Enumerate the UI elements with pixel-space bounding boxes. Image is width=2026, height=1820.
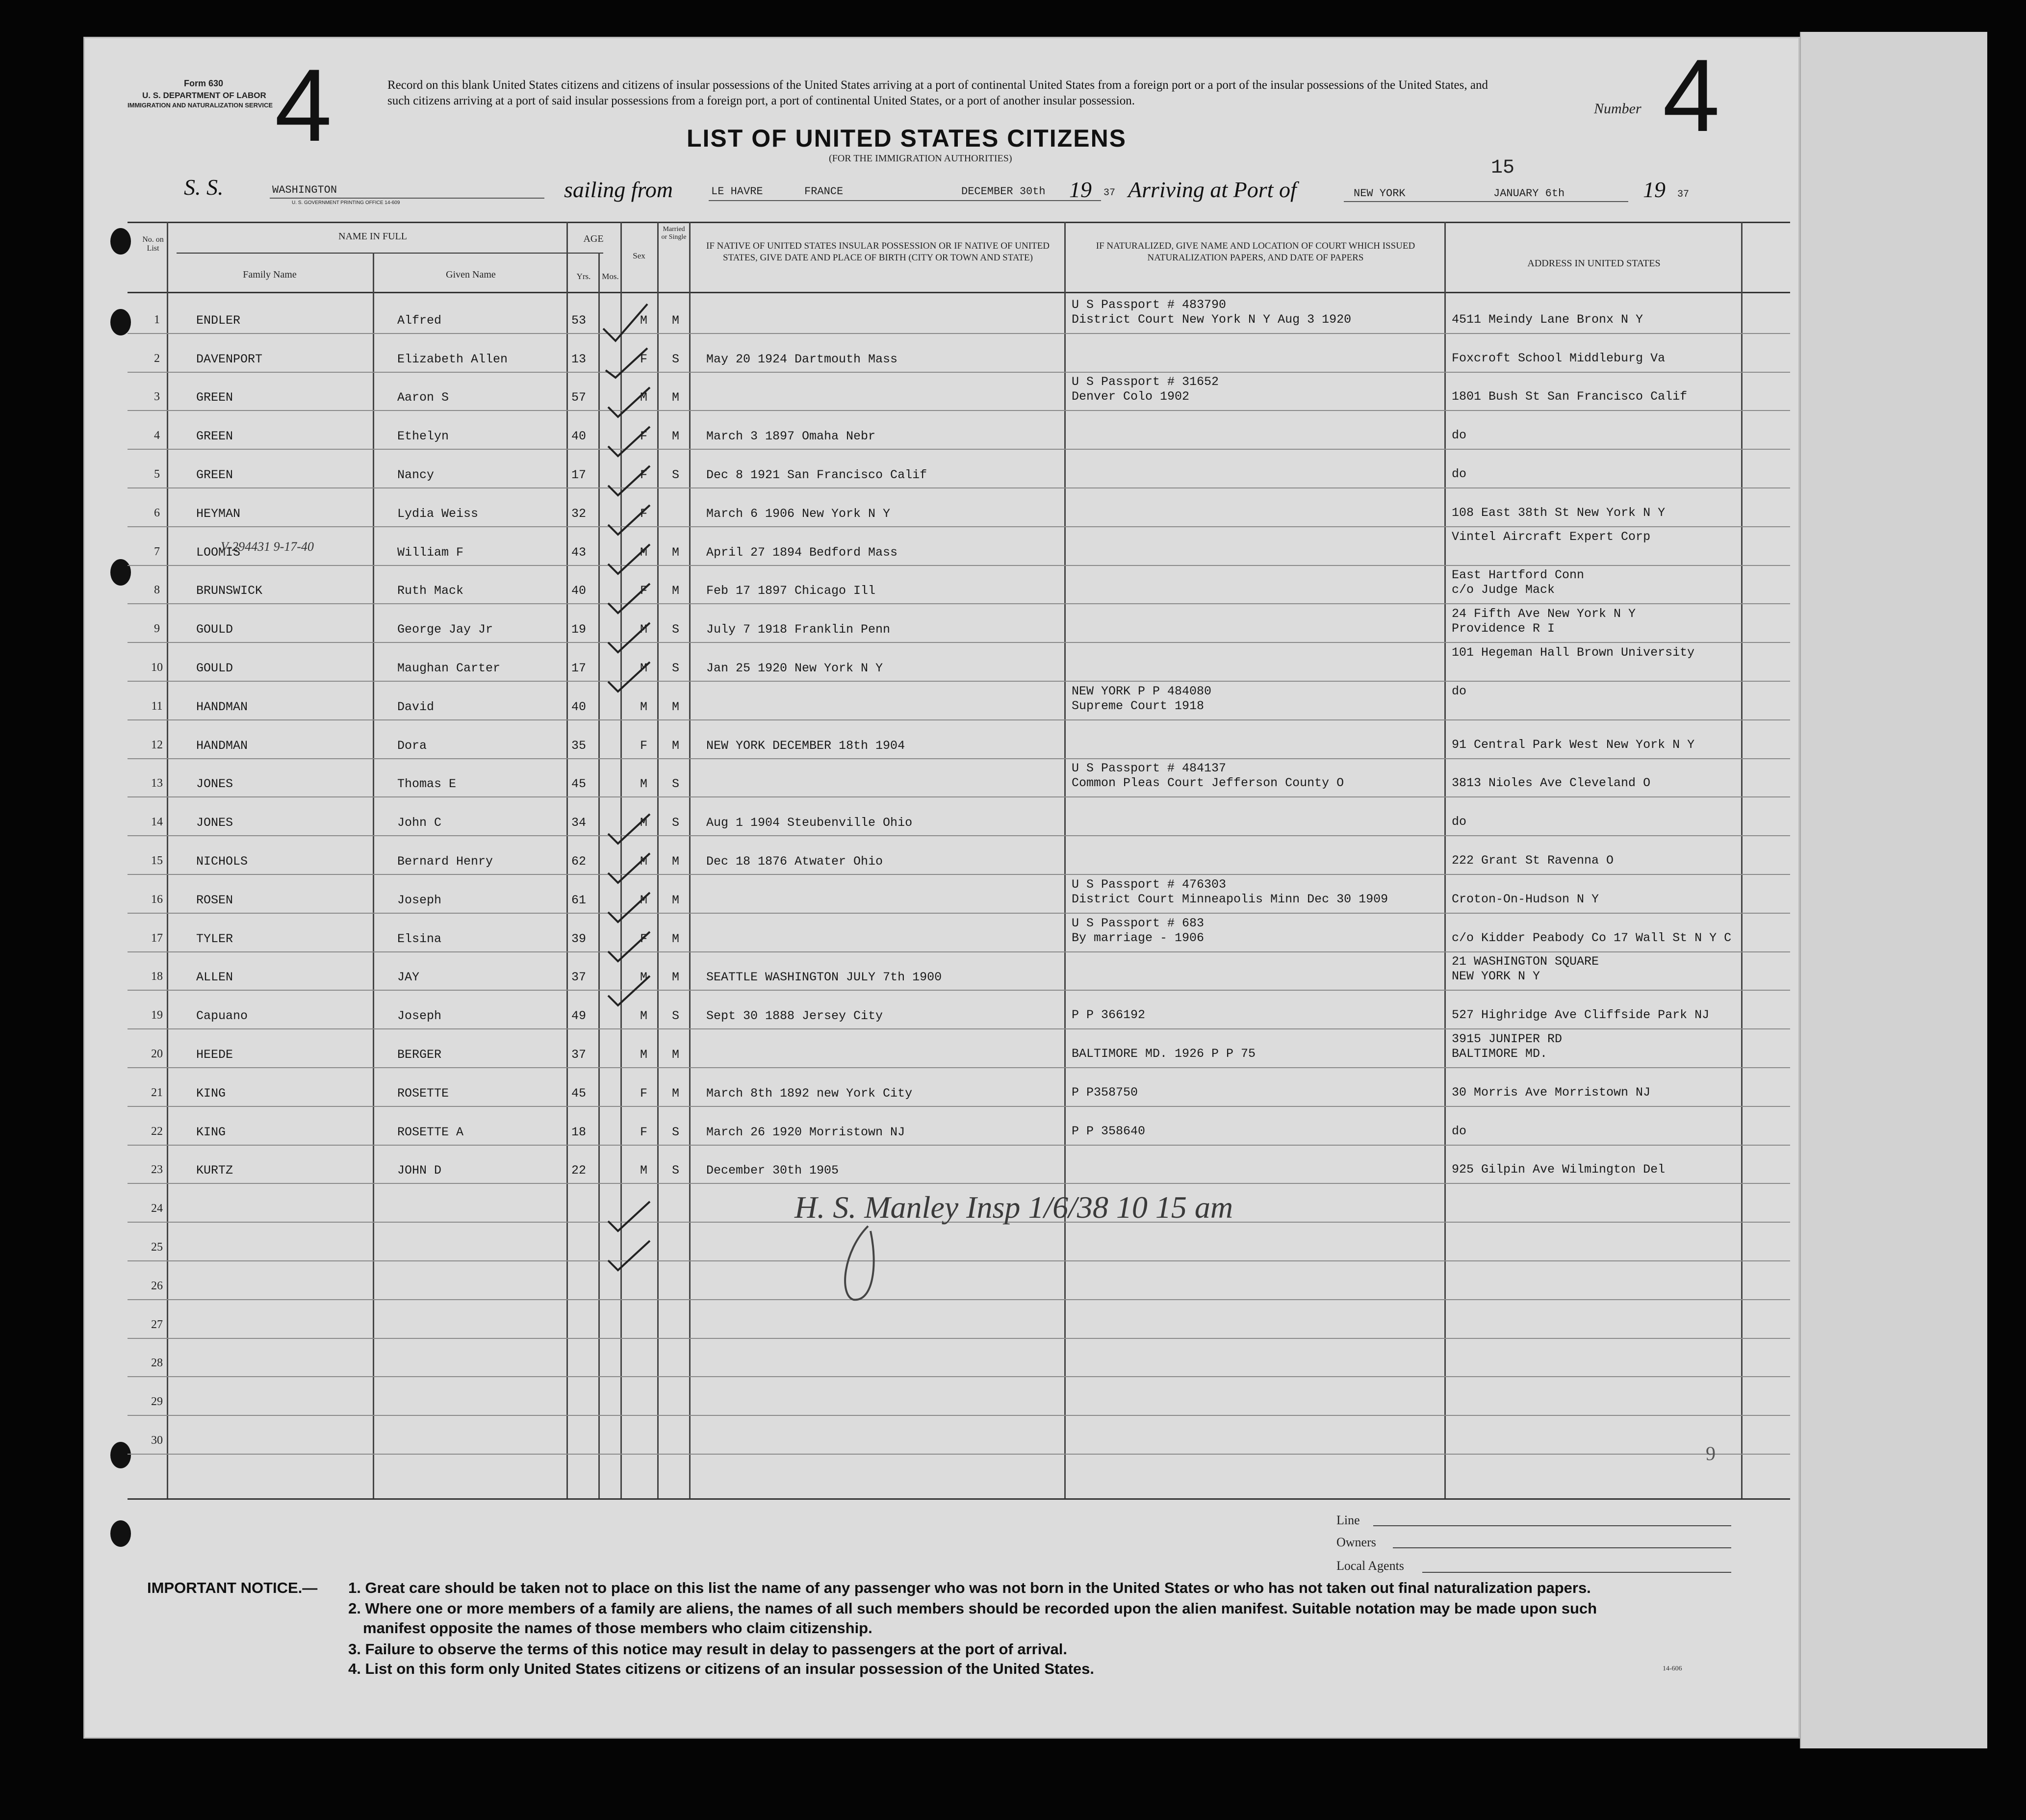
sex: F [640,738,648,753]
ship-name: WASHINGTON [272,184,337,196]
from-city: LE HAVRE [711,185,763,198]
marital-status: M [672,970,680,985]
marital-status: M [672,584,680,598]
given-name: Alfred [397,313,442,328]
marital-status: M [672,854,680,869]
age-years: 53 [571,313,587,328]
address-line-2: 91 Central Park West New York N Y [1452,737,1695,752]
header-mos: Mos. [602,272,619,281]
sex: F [640,429,648,444]
row-divider [128,410,1790,411]
department-label: U. S. DEPARTMENT OF LABOR [142,91,266,100]
age-years: 39 [571,931,587,946]
age-years: 34 [571,816,587,830]
form-number: Form 630 [184,78,224,88]
year-suffix-1: 37 [1103,187,1116,199]
row-number: 14 [151,816,163,829]
address-line-1: 3915 JUNIPER RD [1452,1032,1563,1046]
naturalization-line-1: U S Passport # 483790 [1072,297,1227,312]
age-years: 37 [571,1048,587,1062]
age-years: 61 [571,893,587,907]
naturalization-line-1: U S Passport # 476303 [1072,877,1227,892]
given-name: Bernard Henry [397,854,493,869]
given-name: Aaron S [397,390,449,405]
family-name: HANDMAN [196,699,248,714]
given-name: Lydia Weiss [397,506,479,521]
row-number: 25 [151,1241,163,1254]
naturalization-line-1: U S Passport # 484137 [1072,761,1227,776]
row-number: 24 [151,1202,163,1215]
birth-info: March 8th 1892 new York City [706,1086,913,1101]
row-divider [128,1260,1790,1261]
naturalization-line-1: U S Passport # 683 [1072,916,1205,930]
row-number: 29 [151,1395,163,1409]
notice-2: 2. Where one or more members of a family are aliens, the names of all such members should be recorded upon the alien manifest. Suitable notation may be made upon such [348,1600,1597,1617]
family-name: KING [196,1086,226,1101]
naturalization-line-2: By marriage - 1906 [1072,930,1205,945]
stamp-number-left: 4 [275,48,332,163]
family-name: BRUNSWICK [196,584,263,598]
sailing-label: sailing from [564,177,673,202]
birth-info: SEATTLE WASHINGTON JULY 7th 1900 [706,970,942,985]
address-line-2: 4511 Meindy Lane Bronx N Y [1452,312,1643,327]
address-line-2: 1801 Bush St San Francisco Calif [1452,389,1688,404]
given-name: JOHN D [397,1163,442,1178]
address-line-2: Foxcroft School Middleburg Va [1452,351,1666,365]
row-divider [128,951,1790,952]
naturalization-line-2: P P 366192 [1072,1008,1146,1023]
address-line-2: 30 Morris Ave Morristown NJ [1452,1085,1651,1100]
marital-status: S [672,777,680,792]
header-family-name: Family Name [243,269,297,280]
row-number: 23 [151,1163,163,1177]
family-name: HEEDE [196,1048,233,1062]
given-name: Ethelyn [397,429,449,444]
row-divider [128,372,1790,373]
naturalization-line-2: P P358750 [1072,1085,1138,1100]
sex: M [640,313,648,328]
header-given-name: Given Name [446,269,496,280]
address-line-2: 222 Grant St Ravenna O [1452,853,1614,868]
sex: M [640,1163,648,1178]
page-mark: 9 [1706,1442,1716,1464]
age-years: 17 [571,468,587,482]
header-naturalized: IF NATURALIZED, GIVE NAME AND LOCATION OF COURT WHICH ISSUED NATURALIZATION PAPERS, AND DATE OF PAPERS [1096,241,1415,263]
age-years: 19 [571,622,587,637]
sex: M [640,622,648,637]
marital-status: S [672,1163,680,1178]
depart-date: DECEMBER 30th [961,185,1046,198]
address-line-2: c/o Kidder Peabody Co 17 Wall St N Y C [1452,930,1732,945]
age-years: 40 [571,699,587,714]
birth-info: April 27 1894 Bedford Mass [706,545,898,560]
address-line-1: 21 WASHINGTON SQUARE [1452,954,1599,969]
notice-2b: manifest opposite the names of those members who claim citizenship. [363,1619,872,1637]
row-divider [128,835,1790,836]
age-years: 37 [571,970,587,985]
birth-info: May 20 1924 Dartmouth Mass [706,352,898,366]
given-name: Maughan Carter [397,661,501,675]
year-prefix-1: 19 [1069,177,1092,202]
checkmarks [593,299,662,1329]
age-years: 35 [571,738,587,753]
address-line-1: East Hartford Conn [1452,568,1585,583]
agents-label: Local Agents [1336,1559,1404,1573]
sex: M [640,970,648,985]
marital-status: S [672,816,680,830]
address-line-1: 101 Hegeman Hall Brown University [1452,645,1695,660]
row-number: 27 [151,1318,163,1331]
header-address: ADDRESS IN UNITED STATES [1527,258,1661,269]
line-label: Line [1336,1513,1360,1527]
given-name: Elsina [397,931,442,946]
family-name: GREEN [196,429,233,444]
given-name: William F [397,545,464,560]
row-number: 1 [154,313,160,326]
header-no-on-list: No. on List [142,235,164,253]
row-number: 2 [154,352,160,365]
punch-hole [110,1520,131,1547]
header-age: AGE [583,233,604,244]
age-years: 45 [571,1086,587,1101]
birth-info: Aug 1 1904 Steubenville Ohio [706,816,913,830]
row-number: 12 [151,738,163,751]
notice-1: 1. Great care should be taken not to place on this list the name of any passenger who was not born in the United States or who has not taken out final naturalization papers. [348,1579,1591,1596]
address-line-2: c/o Judge Mack [1452,583,1555,597]
birth-info: Jan 25 1920 New York N Y [706,661,883,675]
marital-status: S [672,1009,680,1024]
naturalization-line-2: Denver Colo 1902 [1072,389,1190,404]
row-number: 16 [151,893,163,906]
sex: M [640,816,648,830]
row-number: 13 [151,777,163,790]
birth-info: March 26 1920 Morristown NJ [706,1125,905,1139]
punch-hole [110,309,131,335]
marital-status: S [672,622,680,637]
address-line-2: Providence R I [1452,621,1555,636]
arrive-date: JANUARY 6th [1493,187,1565,200]
visa-note: V-294431 9-17-40 [221,539,314,554]
marital-status: M [672,390,680,405]
address-line-2: 108 East 38th St New York N Y [1452,505,1666,520]
row-number: 7 [154,545,160,558]
row-number: 11 [151,699,163,713]
row-divider [128,1028,1790,1029]
naturalization-line-2: Supreme Court 1918 [1072,698,1205,713]
birth-info: July 7 1918 Franklin Penn [706,622,891,637]
row-number: 15 [151,854,163,867]
row-number: 26 [151,1279,163,1292]
sex: F [640,468,648,482]
age-years: 13 [571,352,587,366]
printing-office: U. S. GOVERNMENT PRINTING OFFICE 14-609 [292,200,400,205]
row-divider [128,1106,1790,1107]
sex: M [640,1009,648,1024]
family-name: GREEN [196,468,233,482]
family-name: TYLER [196,931,233,946]
naturalization-line-2: District Court New York N Y Aug 3 1920 [1072,312,1352,327]
marital-status: M [672,893,680,907]
row-divider [128,1376,1790,1377]
given-name: ROSETTE A [397,1125,464,1139]
marital-status: M [672,429,680,444]
row-divider [128,796,1790,797]
page-title: LIST OF UNITED STATES CITIZENS [687,125,1127,152]
sex: M [640,854,648,869]
row-number: 21 [151,1086,163,1099]
sex: M [640,699,648,714]
address-line-2: do [1452,428,1467,443]
row-number: 22 [151,1125,163,1138]
row-number: 6 [154,506,160,519]
address-line-1: 24 Fifth Ave New York N Y [1452,607,1636,621]
address-line-2: Croton-On-Hudson N Y [1452,892,1599,906]
row-divider [128,603,1790,604]
number-label: Number [1594,101,1641,117]
header-married-single: Married or Single [661,226,687,241]
naturalization-line-2: P P 358640 [1072,1124,1146,1138]
sex: F [640,1086,648,1101]
print-code: 14-606 [1663,1665,1682,1672]
row-divider [128,642,1790,643]
sex: M [640,390,648,405]
row-number: 4 [154,429,160,442]
family-name: ALLEN [196,970,233,985]
row-number: 10 [151,661,163,674]
number-value: 4 [1663,38,1720,153]
family-name: GREEN [196,390,233,405]
marital-status: S [672,1125,680,1139]
row-number: 17 [151,931,163,945]
birth-info: Feb 17 1897 Chicago Ill [706,584,876,598]
marital-status: M [672,1086,680,1101]
family-name: NICHOLS [196,854,248,869]
row-divider [128,1299,1790,1300]
page-stamp: 15 [1491,157,1515,179]
row-divider [128,1183,1790,1184]
age-years: 43 [571,545,587,560]
family-name: LOOMIS [196,545,241,560]
age-years: 22 [571,1163,587,1178]
given-name: ROSETTE [397,1086,449,1101]
family-name: JONES [196,816,233,830]
address-line-2: do [1452,467,1467,481]
inspector-signature: H. S. Manley Insp 1/6/38 10 15 am [795,1190,1233,1225]
ss-label: S. S. [184,175,224,200]
birth-info: NEW YORK DECEMBER 18th 1904 [706,738,905,753]
sex: M [640,545,648,560]
family-name: GOULD [196,622,233,637]
naturalization-line-2: BALTIMORE MD. 1926 P P 75 [1072,1047,1256,1061]
given-name: Thomas E [397,777,457,792]
marital-status: S [672,468,680,482]
next-page-edge [1800,32,1987,1748]
page-subtitle: (FOR THE IMMIGRATION AUTHORITIES) [829,153,1012,164]
given-name: John C [397,816,442,830]
given-name: Ruth Mack [397,584,464,598]
birth-info: Dec 8 1921 San Francisco Calif [706,468,927,482]
punch-hole [110,559,131,586]
marital-status: M [672,699,680,714]
family-name: GOULD [196,661,233,675]
instructions-text: Record on this blank United States citizens and citizens of insular possessions of the United States arriving at a port of continental United States from a foreign port or a port of the insular possessions of the United States, and such citizens arriving at a port of said insular possessions from a foreign port, a port of continental United States, or a port of another insular possession. [387,78,1488,107]
given-name: Nancy [397,468,435,482]
given-name: BERGER [397,1048,442,1062]
address-line-2: do [1452,1124,1467,1138]
marital-status: M [672,545,680,560]
row-number: 18 [151,970,163,983]
sex: F [640,1125,648,1139]
arrival-port: NEW YORK [1354,187,1406,200]
given-name: Joseph [397,1009,442,1024]
family-name: ENDLER [196,313,241,328]
birth-info: December 30th 1905 [706,1163,839,1178]
sex: F [640,352,648,366]
marital-status: S [672,661,680,675]
age-years: 17 [571,661,587,675]
sex: M [640,893,648,907]
birth-info: March 6 1906 New York N Y [706,506,891,521]
row-number: 9 [154,622,160,636]
arriving-label: Arriving at Port of [1128,177,1297,202]
age-years: 40 [571,429,587,444]
marital-status: M [672,313,680,328]
marital-status: S [672,352,680,366]
row-divider [128,758,1790,759]
row-divider [128,449,1790,450]
row-divider [128,565,1790,566]
row-divider [128,1067,1790,1068]
punch-hole [110,1442,131,1468]
row-divider [128,681,1790,682]
sex: M [640,777,648,792]
header-birth: IF NATIVE OF UNITED STATES INSULAR POSSESSION OR IF NATIVE OF UNITED STATES, GIVE DATE AND PLACE OF BIRTH (CITY OR TOWN AND STATE) [706,241,1050,263]
row-number: 19 [151,1009,163,1022]
naturalization-line-1: NEW YORK P P 484080 [1072,684,1212,698]
notice-3: 3. Failure to observe the terms of this notice may result in delay to passengers at the port of arrival. [348,1641,1068,1658]
row-number: 3 [154,390,160,404]
naturalization-line-2: District Court Minneapolis Minn Dec 30 1909 [1072,892,1388,906]
marital-status: M [672,931,680,946]
header-name-in-full: NAME IN FULL [338,231,407,242]
given-name: Joseph [397,893,442,907]
family-name: DAVENPORT [196,352,263,366]
address-line-2: do [1452,815,1467,829]
year-suffix-2: 37 [1677,189,1690,200]
age-years: 57 [571,390,587,405]
row-divider [128,487,1790,488]
family-name: HEYMAN [196,506,241,521]
given-name: George Jay Jr [397,622,493,637]
marital-status: M [672,738,680,753]
address-line-2: NEW YORK N Y [1452,969,1540,984]
given-name: JAY [397,970,420,985]
header-yrs: Yrs. [576,272,591,281]
address-line-2: 3813 Nioles Ave Cleveland O [1452,776,1651,791]
row-number: 8 [154,584,160,597]
row-divider [128,990,1790,991]
family-name: KING [196,1125,226,1139]
row-number: 30 [151,1434,163,1447]
family-name: JONES [196,777,233,792]
age-years: 32 [571,506,587,521]
age-years: 49 [571,1009,587,1024]
header-sex: Sex [633,251,645,260]
address-line-2: BALTIMORE MD. [1452,1047,1548,1061]
row-divider [128,1454,1790,1455]
row-divider [128,874,1790,875]
sex: F [640,931,648,946]
row-number: 28 [151,1357,163,1370]
address-line-2: 527 Highridge Ave Cliffside Park NJ [1452,1008,1710,1023]
year-prefix-2: 19 [1643,177,1666,202]
naturalization-line-2: Common Pleas Court Jefferson County O [1072,776,1344,791]
family-name: Capuano [196,1009,248,1024]
row-number: 5 [154,468,160,481]
row-divider [128,526,1790,527]
age-years: 62 [571,854,587,869]
address-line-1: do [1452,684,1467,698]
given-name: Elizabeth Allen [397,352,508,366]
family-name: ROSEN [196,893,233,907]
notice-4: 4. List on this form only United States citizens or citizens of an insular possession of the United States. [348,1660,1094,1677]
sex: M [640,661,648,675]
row-divider [128,913,1790,914]
age-years: 45 [571,777,587,792]
sex: M [640,1048,648,1062]
from-country: FRANCE [804,185,844,198]
given-name: Dora [397,738,427,753]
row-number: 20 [151,1048,163,1060]
owners-label: Owners [1336,1535,1376,1549]
family-name: KURTZ [196,1163,233,1178]
naturalization-line-1: U S Passport # 31652 [1072,375,1219,389]
birth-info: March 3 1897 Omaha Nebr [706,429,876,444]
given-name: David [397,699,435,714]
row-divider [128,333,1790,334]
signature-flourish [834,1221,902,1305]
address-line-2: 925 Gilpin Ave Wilmington Del [1452,1162,1666,1177]
row-divider [128,1338,1790,1339]
row-divider [128,1145,1790,1146]
row-divider [128,1415,1790,1416]
row-divider [128,719,1790,720]
punch-hole [110,228,131,255]
family-name: HANDMAN [196,738,248,753]
sex: F [640,584,648,598]
age-years: 40 [571,584,587,598]
service-label: IMMIGRATION AND NATURALIZATION SERVICE [128,102,273,109]
age-years: 18 [571,1125,587,1139]
address-line-1: Vintel Aircraft Expert Corp [1452,529,1651,544]
sex: F [640,506,648,521]
notice-title: IMPORTANT NOTICE.— [147,1579,318,1596]
marital-status: M [672,1048,680,1062]
birth-info: Sept 30 1888 Jersey City [706,1009,883,1024]
birth-info: Dec 18 1876 Atwater Ohio [706,854,883,869]
